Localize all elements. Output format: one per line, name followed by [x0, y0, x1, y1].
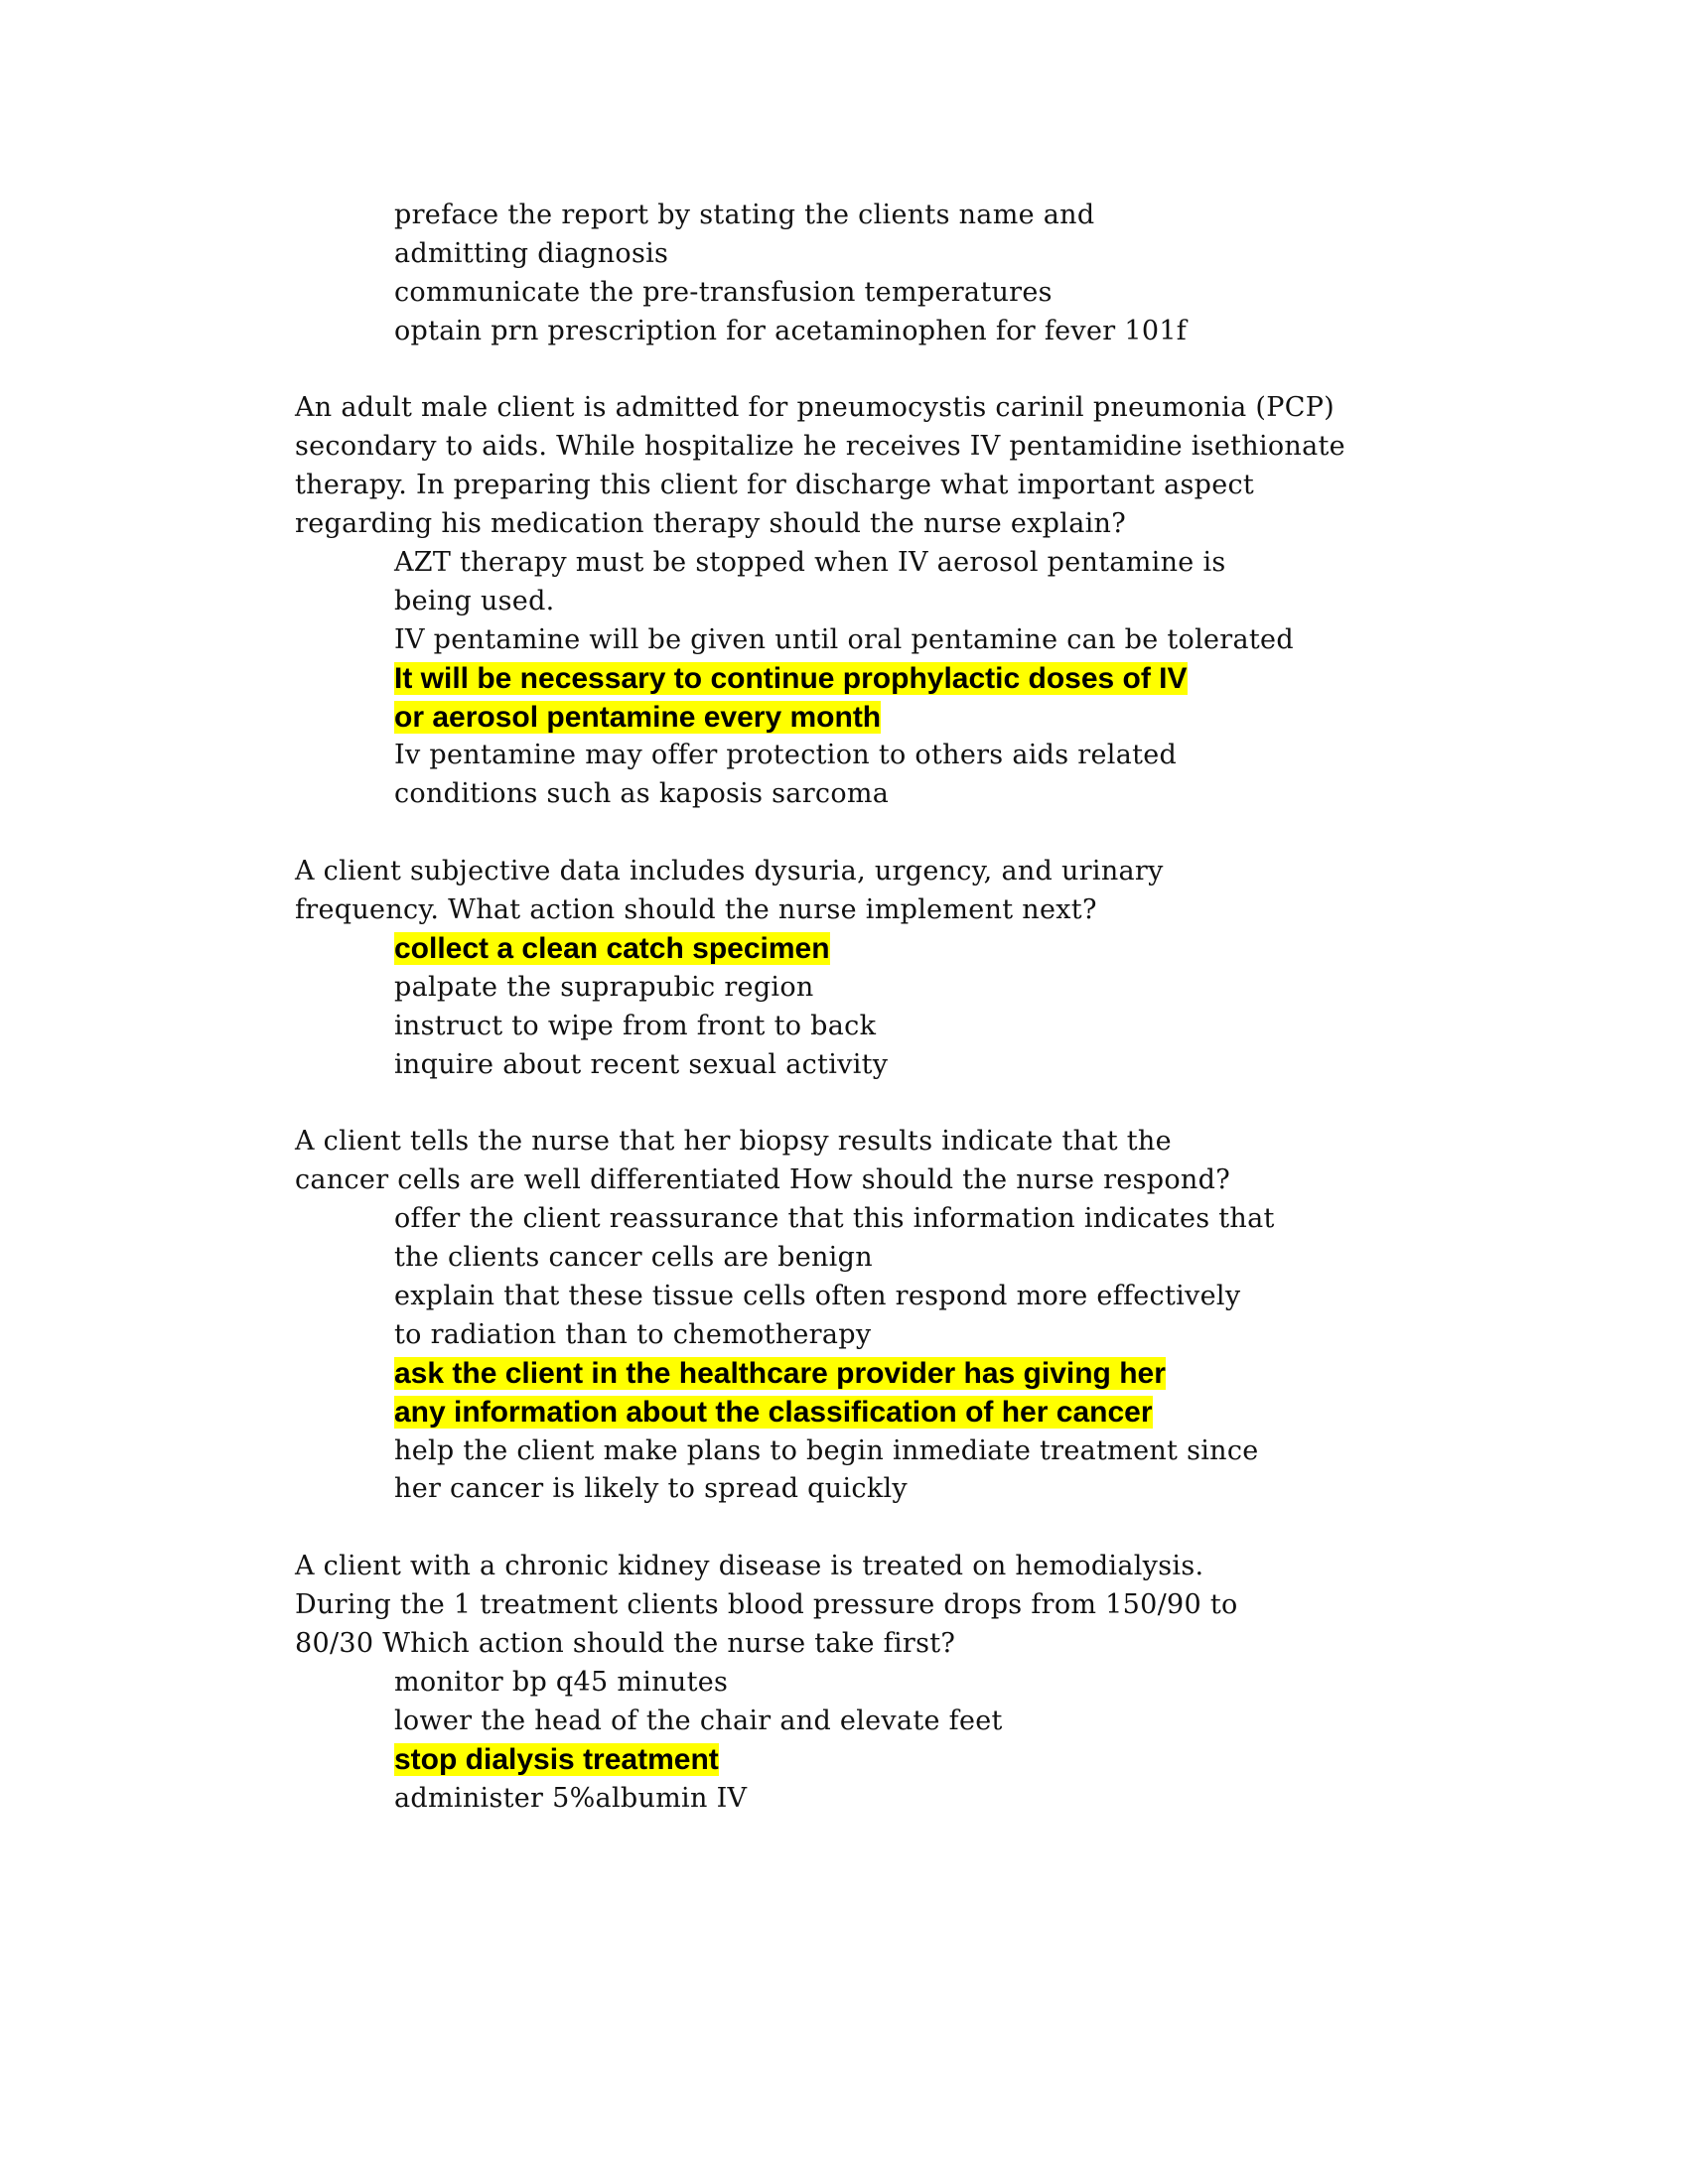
question-text-line: regarding his medication therapy should the nurse explain?: [295, 508, 1126, 540]
option-text: It will be necessary to continue prophylactic doses of IV: [394, 661, 1188, 695]
option-text: communicate the pre-transfusion temperatures: [394, 276, 1053, 308]
question-text-line: cancer cells are well differentiated How should the nurse respond?: [295, 1164, 1230, 1196]
answer-option-line: [295, 1239, 1486, 1278]
answer-option-line: [295, 1433, 1486, 1471]
option-text: collect a clean catch specimen: [394, 931, 830, 965]
option-text: preface the report by stating the clients name and: [394, 200, 1095, 230]
option-text: palpate the suprapubic region: [394, 971, 814, 1003]
answer-option-line: [295, 197, 1486, 235]
question-text-line: A client with a chronic kidney disease is treated on hemodialysis.: [295, 1551, 1204, 1582]
option-text: ask the client in the healthcare provider has giving her: [394, 1356, 1166, 1390]
option-text: offer the client reassurance that this information indicates that: [394, 1203, 1275, 1235]
option-text: administer 5%albumin IV: [394, 1782, 748, 1814]
option-text: or aerosol pentamine every month: [394, 700, 882, 734]
option-text: Iv pentamine may offer protection to others aids related: [394, 740, 1178, 771]
answer-option-line: [295, 274, 1486, 313]
answer-option-line: [295, 1316, 1486, 1355]
option-text: help the client make plans to begin inmediate treatment since: [394, 1434, 1259, 1466]
option-text: lower the head of the chair and elevate feet: [394, 1705, 1003, 1736]
correct-answer-option-line: [295, 1355, 1486, 1394]
option-text: being used.: [394, 585, 555, 616]
answer-option-line: [295, 313, 1486, 351]
question-text-line: A client tells the nurse that her biopsy results indicate that the: [295, 1126, 1172, 1158]
option-text: admitting diagnosis: [394, 237, 669, 269]
answer-option-line: [295, 1046, 1486, 1085]
correct-answer-option-line: [295, 1394, 1486, 1433]
answer-option-line: [295, 775, 1486, 814]
answer-option-line: [295, 621, 1486, 660]
answer-option-line: [295, 1278, 1486, 1316]
question-text-line: 80/30 Which action should the nurse take first?: [295, 1627, 956, 1659]
option-text: monitor bp q45 minutes: [394, 1666, 729, 1698]
option-text: to radiation than to chemotherapy: [394, 1318, 872, 1350]
correct-answer-option-line: [295, 660, 1486, 699]
answer-option-line: [295, 1664, 1486, 1703]
answer-option-line: [295, 1200, 1486, 1239]
answer-option-line: [295, 583, 1486, 621]
question-text-line: An adult male client is admitted for pneumocystis carinil pneumonia (PCP): [295, 392, 1335, 424]
blank-line: [295, 814, 1486, 853]
question-text-line: therapy. In preparing this client for discharge what important aspect: [295, 470, 1255, 501]
blank-line: [295, 1084, 1486, 1123]
question-text-line: A client subjective data includes dysuria, urgency, and urinary: [295, 856, 1164, 887]
option-text: inquire about recent sexual activity: [394, 1048, 889, 1080]
answer-option-line: [295, 969, 1486, 1008]
answer-option-line: [295, 1470, 1486, 1509]
option-text: her cancer is likely to spread quickly: [394, 1473, 908, 1505]
correct-answer-option-line: [295, 930, 1486, 969]
option-text: conditions such as kaposis sarcoma: [394, 778, 890, 810]
option-text: explain that these tissue cells often respond more effectively: [394, 1280, 1241, 1311]
option-text: the clients cancer cells are benign: [394, 1242, 873, 1274]
question-text-line: frequency. What action should the nurse implement next?: [295, 894, 1097, 926]
correct-answer-option-line: [295, 1741, 1486, 1780]
answer-option-line: [295, 1703, 1486, 1741]
option-text: IV pentamine will be given until oral pentamine can be tolerated: [394, 623, 1294, 655]
answer-option-line: [295, 544, 1486, 583]
option-text: instruct to wipe from front to back: [394, 1010, 877, 1041]
option-text: AZT therapy must be stopped when IV aerosol pentamine is: [394, 547, 1226, 579]
option-text: any information about the classification of her cancer: [394, 1395, 1153, 1429]
option-text: optain prn prescription for acetaminophen for fever 101f: [394, 315, 1188, 346]
blank-line: [295, 1509, 1486, 1548]
question-text-line: secondary to aids. While hospitalize he receives IV pentamidine isethionate: [295, 431, 1345, 463]
document-page: [295, 197, 1486, 1818]
answer-option-line: [295, 737, 1486, 775]
blank-line: [295, 351, 1486, 390]
correct-answer-option-line: [295, 699, 1486, 738]
option-text: stop dialysis treatment: [394, 1742, 719, 1776]
answer-option-line: [295, 1780, 1486, 1819]
answer-option-line: [295, 235, 1486, 274]
question-text-line: During the 1 treatment clients blood pressure drops from 150/90 to: [295, 1589, 1238, 1621]
answer-option-line: [295, 1008, 1486, 1046]
